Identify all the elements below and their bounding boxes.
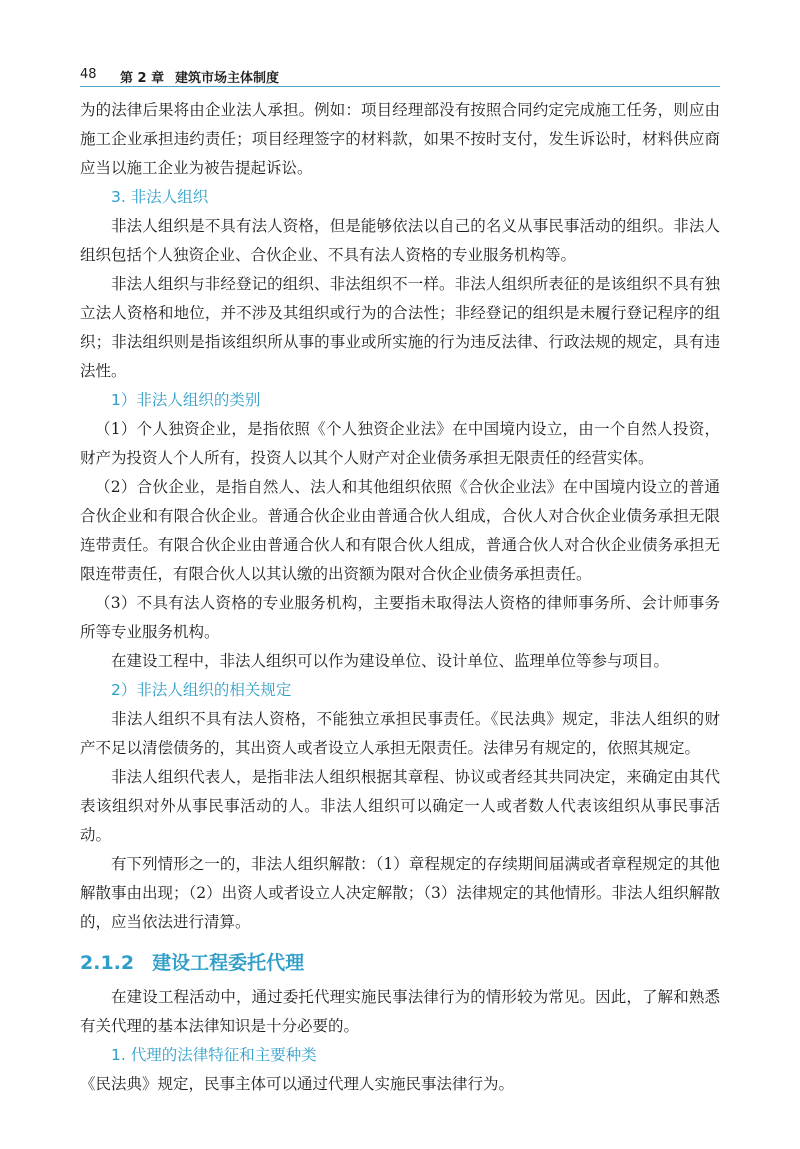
section-heading <box>80 947 720 979</box>
paragraph: 《民法典》规定，民事主体可以通过代理人实施民事法律行为。 <box>80 1075 515 1093</box>
list-paragraph: （2）合伙企业，是指自然人、法人和其他组织依照《合伙企业法》在中国境内设立的普通合伙企业和有限合伙企业。普通合伙企业由普通合伙人组成，合伙人对合伙企业债务承担无限连带责任。有限合伙企业由普通合伙人和有限合伙人组成，普通合伙人对合伙企业债务承担无限连带责任，有限合伙人以其认缴的出资额为限对合伙企业债务承担责任。 <box>80 478 720 583</box>
paragraph: 非法人组织是不具有法人资格，但是能够依法以自己的名义从事民事活动的组织。非法人组织包括个人独资企业、合伙企业、不具有法人资格的专业服务机构等。 <box>80 217 720 264</box>
chapter-label: 第 2 章 <box>120 71 165 86</box>
paragraph: 在建设工程中，非法人组织可以作为建设单位、设计单位、监理单位等参与项目。 <box>111 652 670 670</box>
page-body <box>80 96 720 1099</box>
heading-agency-features: 1. 代理的法律特征和主要种类 <box>111 1046 317 1064</box>
heading-non-legal-person-org: 3. 非法人组织 <box>111 188 209 206</box>
list-paragraph: （3）不具有法人资格的专业服务机构，主要指未取得法人资格的律师事务所、会计师事务所等专业服务机构。 <box>80 594 720 641</box>
page-header <box>80 64 720 86</box>
list-paragraph: （1）个人独资企业，是指依照《个人独资企业法》在中国境内设立，由一个自然人投资，财产为投资人个人所有，投资人以其个人财产对企业债务承担无限责任的经营实体。 <box>80 420 720 467</box>
page-number: 48 <box>80 67 97 82</box>
paragraph: 有下列情形之一的，非法人组织解散：（1）章程规定的存续期间届满或者章程规定的其他解散事由出现；（2）出资人或者设立人决定解散；（3）法律规定的其他情形。非法人组织解散的，应当依法进行清算。 <box>80 855 720 931</box>
paragraph: 在建设工程活动中，通过委托代理实施民事法律行为的情形较为常见。因此，了解和熟悉有关代理的基本法律知识是十分必要的。 <box>80 988 720 1035</box>
paragraph: 非法人组织与非经登记的组织、非法组织不一样。非法人组织所表征的是该组织不具有独立法人资格和地位，并不涉及其组织或行为的合法性；非经登记的组织是未履行登记程序的组织；非法组织则是指该组织所从事的事业或所实施的行为违反法律、行政法规的规定，具有违法性。 <box>80 275 720 380</box>
paragraph: 非法人组织代表人，是指非法人组织根据其章程、协议或者经其共同决定，来确定由其代表该组织对外从事民事活动的人。非法人组织可以确定一人或者数人代表该组织从事民事活动。 <box>80 768 720 844</box>
paragraph: 为的法律后果将由企业法人承担。例如：项目经理部没有按照合同约定完成施工任务，则应由施工企业承担违约责任；项目经理签字的材料款，如果不按时支付，发生诉讼时，材料供应商应当以施工企业为被告提起诉讼。 <box>80 101 720 177</box>
heading-related-rules: 2）非法人组织的相关规定 <box>111 681 292 699</box>
header-rule <box>80 86 720 87</box>
section-title: 建设工程委托代理 <box>152 952 305 974</box>
chapter-title: 建筑市场主体制度 <box>175 71 280 86</box>
section-number: 2.1.2 <box>80 952 135 974</box>
heading-categories: 1）非法人组织的类别 <box>111 391 261 409</box>
paragraph: 非法人组织不具有法人资格，不能独立承担民事责任。《民法典》规定，非法人组织的财产不足以清偿债务的，其出资人或者设立人承担无限责任。法律另有规定的，依照其规定。 <box>80 710 720 757</box>
